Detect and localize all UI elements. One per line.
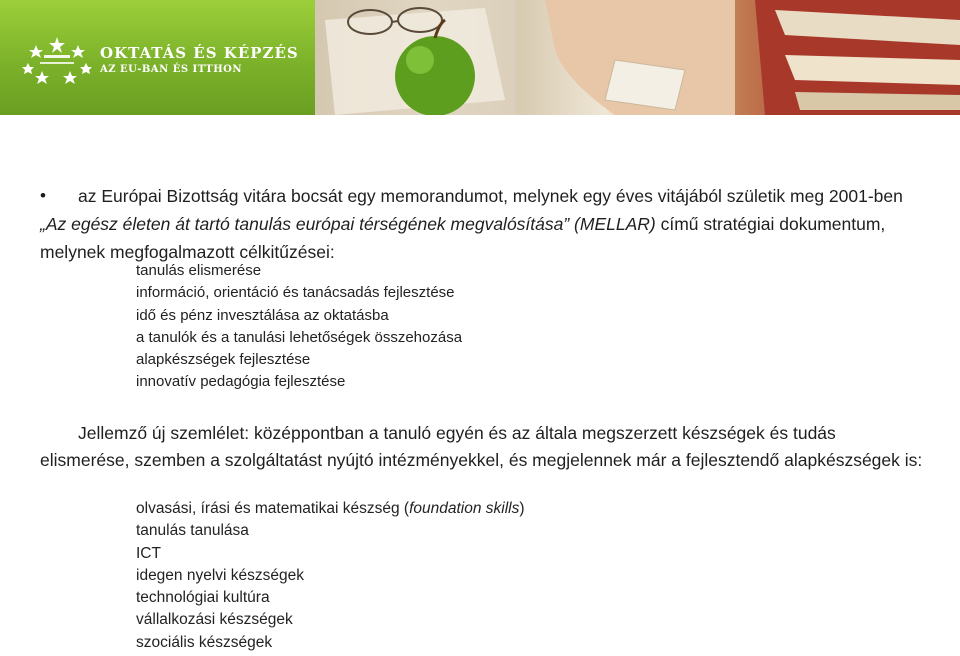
goal-item: alapkészségek fejlesztése [136,351,311,369]
goal-item: információ, orientáció és tanácsadás fejlesztése [136,284,455,302]
skill-item [136,498,525,520]
skill-item: szociális készségek [136,633,273,651]
goal-item: idő és pénz invesztálása az oktatásba [136,306,389,324]
bullet-marker: • [40,186,46,205]
goal-item: innovatív pedagógia fejlesztése [136,373,346,391]
skill-item: technológiai kultúra [136,589,270,607]
skill-first-prefix: olvasási, írási és matematikai készség ( [136,500,410,517]
brand-subtitle: AZ EU-BAN ÉS ITTHON [100,64,243,75]
goals-list [136,260,462,394]
skill-item: idegen nyelvi készségek [136,566,305,584]
intro-paragraph [40,182,920,266]
characteristics-paragraph [40,420,930,474]
skills-list [136,498,525,654]
skill-item: vállalkozási készségek [136,611,293,629]
skill-item: ICT [136,544,161,562]
skill-first-suffix: ) [519,500,525,517]
intro-text-part1: az Európai Bizottság vitára bocsát egy memorandumot, melynek egy éves vitájából születik meg 2001-ben [78,186,903,206]
document-title: „Az egész életen át tartó tanulás európai térségének megvalósítása” (MELLAR) [40,214,656,234]
intro-text-part2: című stratégiai dokumentum, melynek megfogalmazott célkitűzései: [40,214,886,262]
brand-title: OKTATÁS ÉS KÉPZÉS [100,44,299,62]
goal-item: tanulás elismerése [136,262,262,279]
skill-first-italic: foundation skills [409,500,520,517]
skill-item: tanulás tanulása [136,522,249,540]
characteristics-text: Jellemző új szemlélet: középpontban a tanuló egyén és az általa megszerzett készségek és tudás elismerése, szemben a szolgáltatást nyújtó intézményekkel, és megjelennek már a fejlesztendő alapkészségek is: [40,423,923,470]
goal-item: a tanulók és a tanulási lehetőségek összehozása [136,328,463,346]
